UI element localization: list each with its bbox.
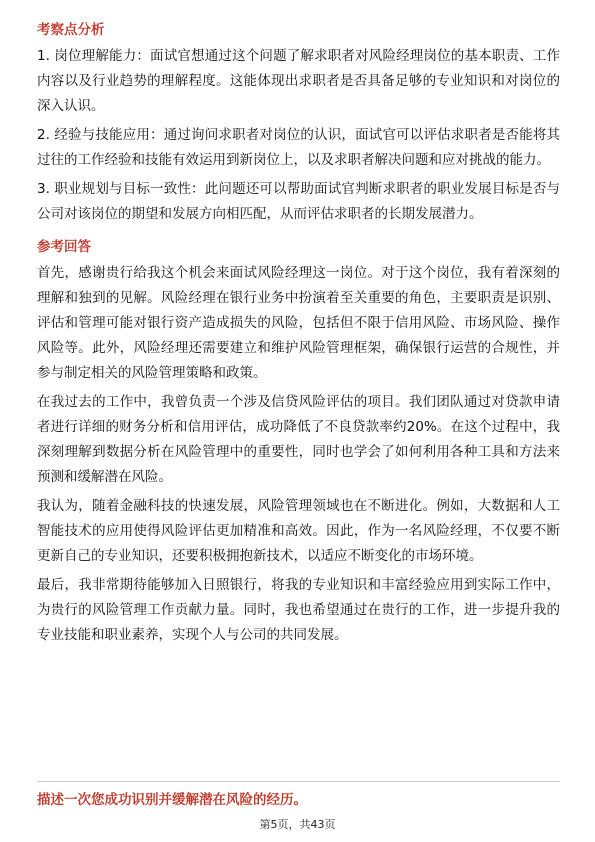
answer-paragraph-3: 我认为，随着金融科技的快速发展，风险管理领域也在不断进化。例如，大数据和人工智能技术的应用使得风险评估更加精准和高效。因此，作为一名风险经理，不仅要不断更新自己的专业知识，还要积极拥抱新技术，以适应不断变化的市场环境。: [37, 498, 560, 564]
divider-line: [37, 781, 560, 782]
analysis-item-2: 2. 经验与技能应用：通过询问求职者对岗位的认识，面试官可以评估求职者是否能将其过往的工作经验和技能有效运用到新岗位上，以及求职者解决问题和应对挑战的能力。: [37, 127, 560, 168]
next-question: 描述一次您成功识别并缓解潜在风险的经历。: [37, 792, 307, 808]
page-content: [37, 20, 560, 652]
analysis-item-3: 3. 职业规划与目标一致性：此问题还可以帮助面试官判断求职者的职业发展目标是否与公司对该岗位的期望和发展方向相匹配，从而评估求职者的长期发展潜力。: [37, 181, 560, 222]
answer-paragraph-2: 在我过去的工作中，我曾负责一个涉及信贷风险评估的项目。我们团队通过对贷款申请者进行详细的财务分析和信用评估，成功降低了不良贷款率约20%。在这个过程中，我深刻理解到数据分析在风险管理中的重要性，同时也学会了如何利用各种工具和方法来预测和缓解潜在风险。: [37, 394, 560, 485]
answer-paragraph-1: 首先，感谢贵行给我这个机会来面试风险经理这一岗位。对于这个岗位，我有着深刻的理解和独到的见解。风险经理在银行业务中扮演着至关重要的角色，主要职责是识别、评估和管理可能对银行资产造成损失的风险，包括但不限于信用风险、市场风险、操作风险等。此外，风险经理还需要建立和维护风险管理框架，确保银行运营的合规性，并参与制定相关的风险管理策略和政策。: [37, 265, 560, 381]
analysis-item-1: 1. 岗位理解能力：面试官想通过这个问题了解求职者对风险经理岗位的基本职责、工作内容以及行业趋势的理解程度。这能体现出求职者是否具备足够的专业知识和对岗位的深入认识。: [37, 48, 560, 114]
page-number: 第5页，共43页: [259, 818, 336, 831]
answer-paragraph-4: 最后，我非常期待能够加入日照银行，将我的专业知识和丰富经验应用到实际工作中，为贵行的风险管理工作贡献力量。同时，我也希望通过在贵行的工作，进一步提升我的专业技能和职业素养，实现个人与公司的共同发展。: [37, 577, 560, 643]
section-title-answer: 参考回答: [37, 239, 91, 255]
section-title-analysis: 考察点分析: [37, 22, 105, 38]
